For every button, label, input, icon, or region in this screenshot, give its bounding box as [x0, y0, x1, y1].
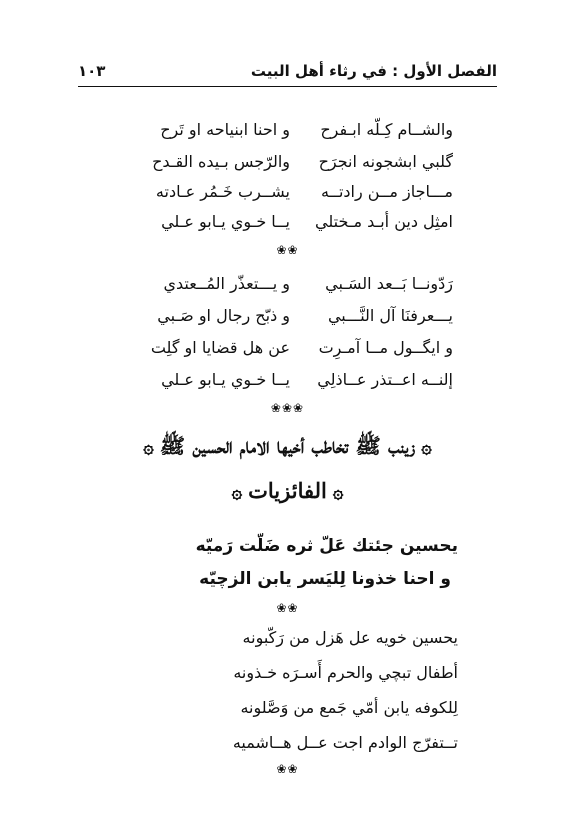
first-hemistich: إلنــه اعــتذر عــاذلِي [317, 370, 453, 389]
poem-line: أطفال تبچي والحرم أَسـرَه خـذونه [233, 663, 458, 682]
verse-line [0, 366, 575, 396]
poem-line: لِلكوفه يابن أمّي جَمع من وَصَّلونه [240, 698, 458, 717]
page-number: ١٠٣ [78, 62, 106, 80]
stanza-separator: ❀❀❀ [270, 401, 305, 415]
first-hemistich: گلبي ابشجونه انجرَح [318, 152, 453, 171]
verse-line [0, 334, 575, 364]
heading-text: زينب ﷺ تخاطب أخيها الامام الحسين ﷺ [159, 433, 416, 458]
second-hemistich: و يـــتعذّر المُــعتدي [163, 274, 290, 293]
second-hemistich: عن هل قضايا او گلِت [150, 338, 290, 357]
ornament-icon: ۞ [143, 437, 154, 458]
stanza-separator: ❀❀ [276, 762, 299, 776]
verse-line [0, 116, 575, 146]
second-hemistich: يــا خـوي يـابو عـلي [161, 370, 290, 389]
second-hemistich: والرّجس بـيده القـدح [152, 152, 290, 171]
first-hemistich: رَدّونــا بَــعد السَـبي [325, 274, 453, 293]
verse-line [0, 270, 575, 300]
poem-line: تــتفرّج الوادم اجت عــل هــاشميه [232, 733, 458, 752]
verse-line [0, 302, 575, 332]
header-rule [78, 86, 497, 87]
subheading-text: الفائزيات [248, 478, 327, 503]
page-header [78, 56, 497, 86]
stanza-separator: ❀❀ [276, 601, 299, 615]
verse-line [0, 178, 575, 208]
ornament-icon: ۞ [231, 482, 243, 503]
poem-line: يحسين جئتك عَلّ ثره ضَلّت رَميّه [195, 536, 458, 556]
poem-line: يحسين خويه عل هَزل من رَكّبونه [242, 628, 458, 647]
stanza-separator: ❀❀ [276, 243, 299, 257]
section-subheading [0, 478, 575, 503]
ornament-icon: ۞ [421, 437, 432, 458]
first-hemistich: والشــام كِـلّه ابـفرح [320, 120, 453, 139]
second-hemistich: و ذبّح رجال او صَـبي [157, 306, 290, 325]
verse-line [0, 208, 575, 238]
chapter-title: الفصل الأول : في رثاء أهل البيت [250, 62, 497, 80]
first-hemistich: و ايگــول مــا آمـرِت [318, 338, 453, 357]
first-hemistich: امثِل دين أبـد مـختلي [314, 212, 453, 231]
verse-line [0, 148, 575, 178]
section-heading [0, 433, 575, 464]
second-hemistich: و احنا ابنياحه او تَرح [160, 120, 290, 139]
first-hemistich: مـــاجاز مــن رادتــه [321, 182, 453, 201]
second-hemistich: يشــرب خَـمُر عـادته [155, 182, 290, 201]
ornament-icon: ۞ [332, 482, 344, 503]
first-hemistich: يـــعرفنَا آل النَّـــبي [327, 306, 453, 325]
second-hemistich: يــا خـوي يـابو عـلي [161, 212, 290, 231]
poem-line: و احنا خذونا لِليَسر يابن الزچيّه [199, 569, 451, 589]
